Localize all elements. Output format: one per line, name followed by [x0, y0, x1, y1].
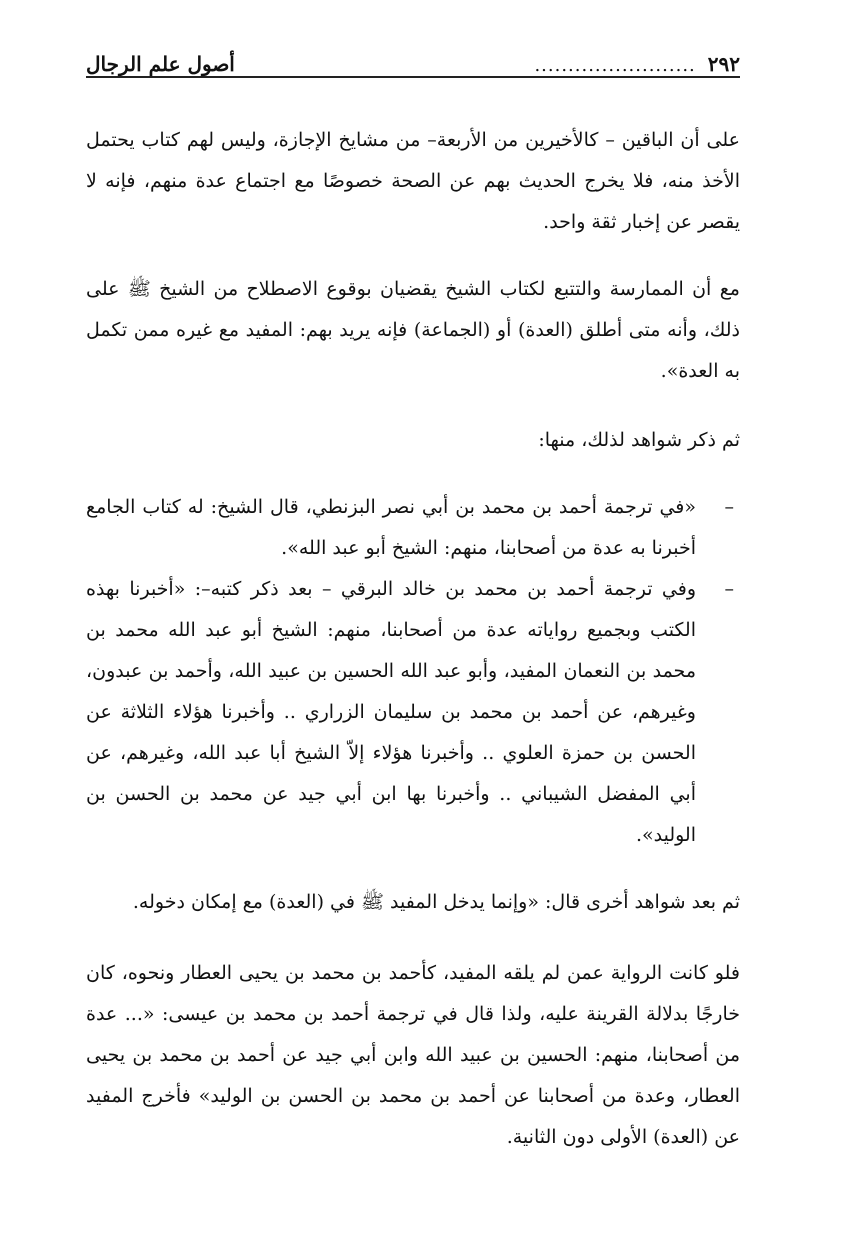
list-item-text: «في ترجمة أحمد بن محمد بن أبي نصر البزنطي، قال الشيخ: له كتاب الجامع أخبرنا به عدة من أصحابنا، منهم: الشيخ أبو عبد الله». — [86, 496, 696, 559]
page-number: ٢٩٢ — [707, 52, 740, 76]
paragraph-4: ثم بعد شواهد أخرى قال: «وإنما يدخل المفيد ﷺ في (العدة) مع إمكان دخوله. — [132, 891, 740, 913]
book-page — [86, 28, 740, 1158]
list-item — [86, 487, 740, 569]
evidence-list — [86, 487, 740, 856]
paragraph-2: مع أن الممارسة والتتبع لكتاب الشيخ يقضيان بوقوع الاصطلاح من الشيخ ﷺ على ذلك، وأنه متى أطلق (العدة) أو (الجماعة) فإنه يريد بهم: المفيد مع غيره ممن تكمل به العدة». — [86, 278, 740, 382]
paragraph-1: على أن الباقين – كالأخيرين من الأربعة– من مشايخ الإجازة، وليس لهم كتاب يحتمل الأخذ منه، فلا يخرج الحديث بهم عن الصحة خصوصًا مع اجتماع عدة منهم، فإنه لا يقصر عن إخبار ثقة واحد. — [86, 129, 740, 233]
list-item — [86, 569, 740, 856]
paragraph-3: ثم ذكر شواهد لذلك، منها: — [538, 429, 740, 451]
running-header — [86, 28, 740, 78]
list-item-text: وفي ترجمة أحمد بن محمد بن خالد البرقي – بعد ذكر كتبه–: «أخبرنا بهذه الكتب وبجميع رواياته عدة من أصحابنا، منهم: الشيخ أبو عبد الله محمد بن محمد بن النعمان المفيد، وأبو عبد الله الحسين بن عبيد الله، وأحمد بن عبدون، وغيرهم، عن أحمد بن محمد بن سليمان الزراري .. وأخبرنا هؤلاء الثلاثة عن الحسن بن حمزة العلوي .. وأخبرنا هؤلاء إلاّ الشيخ أبا عبد الله، وغيرهم، عن أبي المفضل الشيباني .. وأخبرنا بها ابن أبي جيد عن محمد بن الحسن بن الوليد». — [86, 578, 696, 846]
header-leader-dots: ........................ — [534, 55, 696, 76]
list-dash: – — [724, 578, 734, 600]
book-title: أصول علم الرجال — [86, 52, 235, 76]
header-title-group — [534, 52, 740, 76]
paragraph-5: فلو كانت الرواية عمن لم يلقه المفيد، كأحمد بن محمد بن يحيى العطار ونحوه، كان خارجًا بدلالة القرينة عليه، ولذا قال في ترجمة أحمد بن محمد بن عيسى: «... عدة من أصحابنا، منهم: الحسين بن عبيد الله وابن أبي جيد عن أحمد بن محمد بن يحيى العطار، وعدة من أصحابنا عن أحمد بن محمد بن الحسن بن الوليد» فأخرج المفيد عن (العدة) الأولى دون الثانية. — [86, 962, 740, 1148]
list-dash: – — [724, 496, 734, 518]
